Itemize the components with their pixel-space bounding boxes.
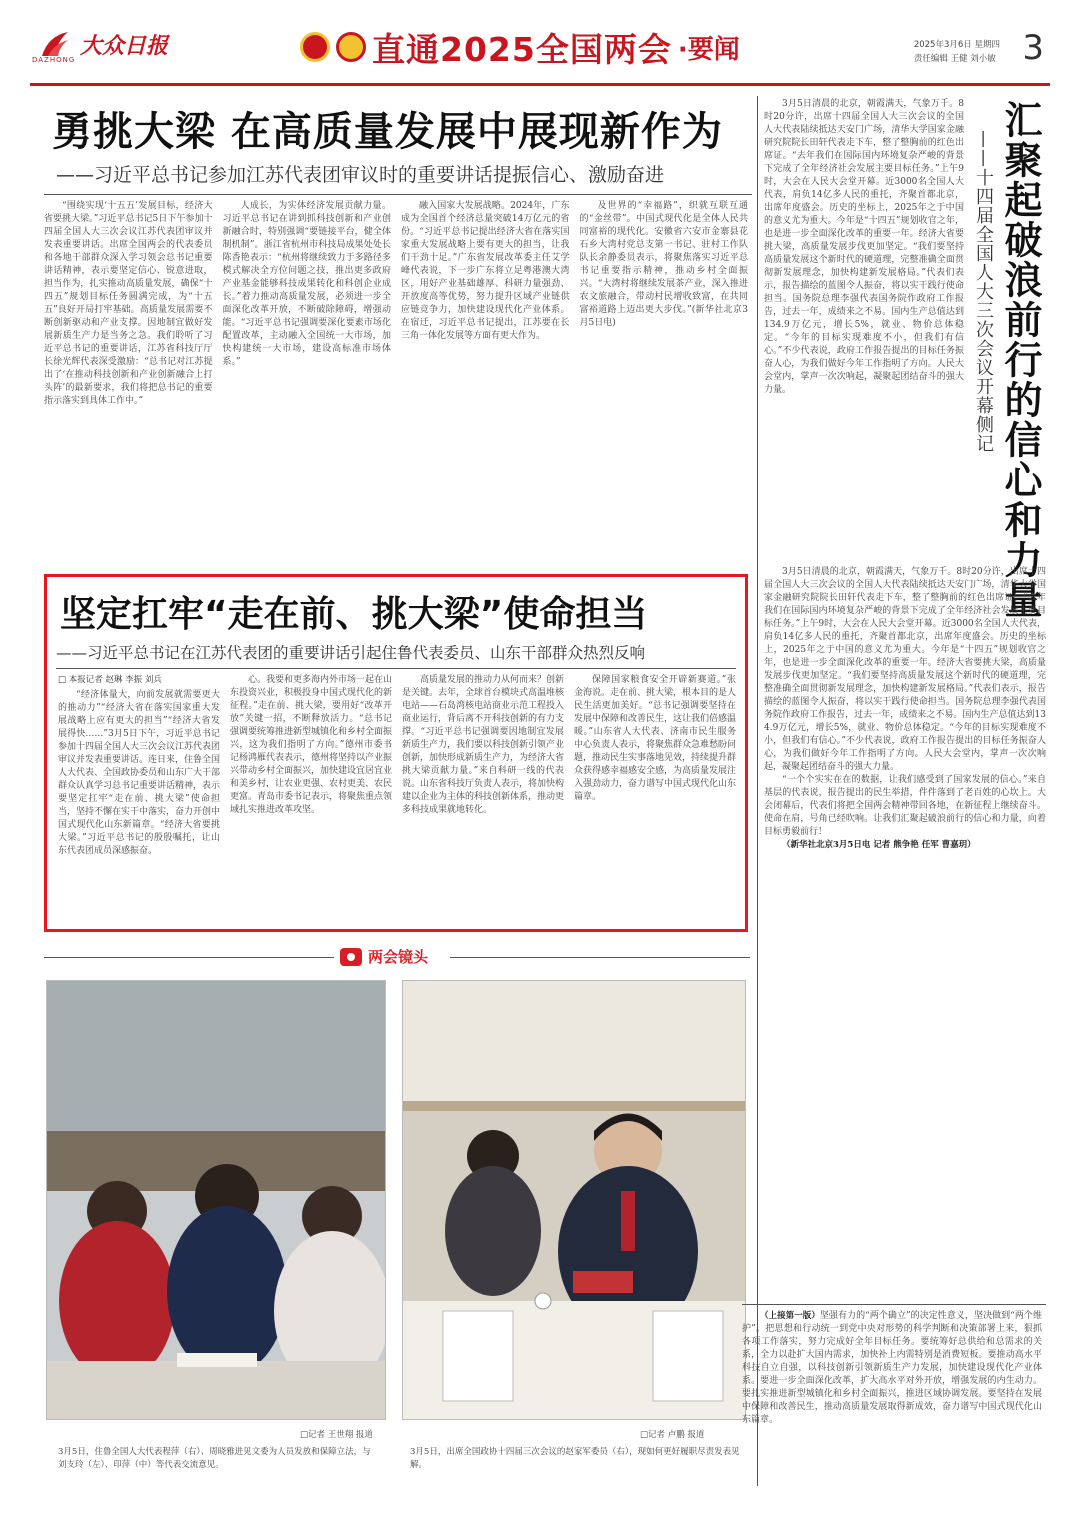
side-headline: 汇聚起破浪前行的信心和力量 [998,100,1042,620]
continued-text: 坚强有力的“两个确立”的决定性意义，坚决做到“两个维护”。把思想和行动统一到党中央对形势的科学判断和决策部署上来，狠抓各项工作落实，努力完成好全年目标任务。要统筹好总供给和总需求的关系，全力以赴扩大国内需求，加快补上内需特别是消费短板。要推动高水平科技自立自强，以科技创新引领新质生产力发展，加快建设现代化产业体系。要进一步全面深化改革，扩大高水平对外开放，增强发展的内生动力。要扎实推进新型城镇化和乡村全面振兴，推进区域协调发展。要坚持在发展中保障和改善民生，推动高质量发展取得新成效，奋力谱写中国式现代化山东篇章。 [742,1311,1042,1425]
news-photo [46,980,386,1420]
photo-caption: 3月5日，住鲁全国人大代表程萍（右）、周晓雅进见文委为人员发放和保障立法，与刘支玲（左）、印萍（中）等代表交流意见。 [58,1447,371,1470]
page-info [914,38,1000,66]
continued-column [742,1310,1042,1490]
lead-column [223,200,392,562]
editor-name: 王健 [950,54,968,64]
lead-column [580,200,749,562]
feature-headline: 坚定扛牢“走在前、挑大梁”使命担当 [60,594,648,635]
divider [56,668,736,669]
feature-column [58,674,220,924]
divider [44,957,334,958]
special-banner [300,18,740,76]
side-column [764,566,1046,1306]
photo-delegates-discussion [47,981,386,1420]
lead-column [401,200,570,562]
cppcc-emblem-icon [336,32,366,62]
photo-committee-member-speaking [403,981,746,1420]
page-number: 3 [1022,28,1044,68]
lead-paragraph: “围绕实现‘十五五’发展目标，经济大省要挑大梁。”习近平总书记5日下午参加十四届全国人大三次会议江苏代表团审议并发表重要讲话。出席全国两会的代表委员和各地干部群众深入学习领会总书记重要讲话精神，表示要坚定信心、锐意进取，担当作为，扎实推动高质量发展，确保“十四五”规划目标任务圆满完成，为“十五五”良好开局打牢基础。高质量发展需要不断创新驱动和产业支撑。因地制宜做好发展新质生产力是当务之急。我们聆听了习近平总书记的重要讲话，江苏省科技厅厅长徐光辉代表深受激励：“总书记对江苏提出了‘在推动科技创新和产业创新融合上打头阵’的最新要求，我们将把总书记的重要指示落实到具体工作中。” [44,201,213,406]
side-paragraph: 3月5日清晨的北京，朝霞满天，气象万千。8时20分许，出席十四届全国人大三次会议的全国人大代表陆续抵达天安门广场，清华大学国家金融研究院院长田轩代表走下车，整了整胸前的红色出席证。“去年我们在国际国内环境复杂严峻的背景下完成了全年经济社会发展主要目标任务。”上午9时，大会在人民大会堂开幕。近3000名全国人大代表，肩负14亿多人民的重托，齐聚首都北京，出席年度盛会。历史的坐标上，2025年之于中国的意义尤为重大。今年是“十四五”规划收官之年，也是进一步全面深化改革的重要一年。经济大省要挑大梁，高质量发展步伐更加坚定。“我们要坚持高质量发展这个新时代的硬道理，完整准确全面贯彻新发展理念，加快构建新发展格局。”代表们表示，报告描绘的蓝图令人振奋，将以实干践行使命担当。国务院总理李强代表国务院作政府工作报告，过去一年，成绩来之不易。国内生产总值达到134.9万亿元，增长5%，就业、物价总体稳定。“今年的目标实现难度不小，但我们有信心。”不少代表说，政府工作报告提出的目标任务振奋人心，为我们做好今年工作指明了方向。人民大会堂内，掌声一次次响起，凝聚起团结奋斗的强大力量。 [764,567,1046,772]
paper-name: 大众日报 [80,32,169,59]
news-photo [402,980,746,1420]
side-body-bottom [764,566,1046,1306]
section-tag-label: 两会镜头 [368,948,429,966]
feature-byline: □ 本报记者 赵琳 李振 刘兵 [58,675,162,685]
column-divider [757,96,758,1486]
banner-section: ·要闻 [677,34,740,65]
photo-credit: □记者 卢鹏 报道 [640,1430,705,1440]
side-credit: （新华社北京3月5日电 记者 熊争艳 任军 曹嘉玥） [782,840,976,850]
lead-body [44,200,748,562]
feature-column [402,674,564,924]
feature-paragraph: 高质量发展的推动力从何而来？创新是关键。去年，全球首台模块式高温堆核电站——石岛湾核电站商业示范工程投入商业运行，背后离不开科技创新的有力支撑。“习近平总书记强调要因地制宜发展新质生产力，我们要以科技创新引领产业创新，加快形成新质生产力，为经济大省挑大梁贡献力量。”来自科研一线的代表说。山东省科技厅负责人表示，将加快构建以企业为主体的科技创新体系，推动更多科技成果就地转化。 [402,675,564,815]
photo-caption: 3月5日，出席全国政协十四届三次会议的赵家军委员（右），现如何更好履职尽责发表见解。 [410,1447,740,1470]
feature-paragraph: “经济体量大，向前发展就需要更大的推动力”“经济大省在落实国家重大发展战略上应有更大的担当”“经济大省发展得快……”3月5日下午，习近平总书记参加十四届全国人大三次会议江苏代表团审议并发表重要讲话。连日来，住鲁全国人大代表、全国政协委员和山东广大干部群众认真学习总书记重要讲话精神，表示要坚定扛牢“走在前、挑大梁”使命担当，坚持不懈在实干中落实，奋力开创中国式现代化山东新篇章。“经济大省要挑大梁。”习近平总书记的殷殷嘱托，让山东代表团成员深感振奋。 [58,690,220,856]
camera-icon [340,948,362,966]
lead-headline: 勇挑大梁 在高质量发展中展现新作为 [52,109,723,155]
feature-paragraph: 保障国家粮食安全开辟新赛道。”张金海说。走在前、挑大梁，根本目的是人民生活更加美好。“总书记强调要坚持在发展中保障和改善民生，这让我们倍感温暖。”山东省人大代表、济南市民生服务中心负责人表示，将聚焦群众急难愁盼问题，推动民生实事落地见效，持续提升群众获得感幸福感安全感，为高质量发展注入强劲动力，奋力谱写中国式现代化山东篇章。 [574,675,736,802]
continued-article [742,1310,1042,1490]
editor-label: 责任编辑 [913,54,948,64]
side-subhead: ——十四届全国人大三次会议开幕侧记 [973,130,994,453]
lead-paragraph: 及世界的“幸福路”，织就互联互通的“金丝带”。中国式现代化是全体人民共同富裕的现代化。安徽省六安市金寨县花石乡大湾村党总支第一书记、驻村工作队队长余静委员表示，将聚焦落实习近平总书记重要指示精神，推动乡村全面振兴。“大湾村将继续发展茶产业，深入推进农文旅融合，带动村民增收致富，在共同富裕道路上迈出更大步伐。”(新华社北京3月5日电) [579,201,748,328]
typesetter-name: 刘小敏 [970,54,996,64]
side-body-top [764,98,964,558]
feature-column [574,674,736,924]
feature-subhead: ——习近平总书记在江苏代表团的重要讲话引起住鲁代表委员、山东干部群众热烈反响 [56,644,646,662]
feature-body [58,674,736,924]
feature-column [230,674,392,924]
side-paragraph: 3月5日清晨的北京，朝霞满天，气象万千。8时20分许，出席十四届全国人大三次会议的全国人大代表陆续抵达天安门广场，清华大学国家金融研究院院长田轩代表走下车，整了整胸前的红色出席证。“去年我们在国际国内环境复杂严峻的背景下完成了全年经济社会发展主要目标任务。”上午9时，大会在人民大会堂开幕。近3000名全国人大代表，肩负14亿多人民的重托，齐聚首都北京，出席年度盛会。历史的坐标上，2025年之于中国的意义尤为重大。今年是“十四五”规划收官之年，也是进一步全面深化改革的重要一年。经济大省要挑大梁，高质量发展步伐更加坚定。“我们要坚持高质量发展这个新时代的硬道理，完整准确全面贯彻新发展理念，加快构建新发展格局。”代表们表示，报告描绘的蓝图令人振奋，将以实干践行使命担当。国务院总理李强代表国务院作政府工作报告，过去一年，成绩来之不易。国内生产总值达到134.9万亿元，增长5%，就业、物价总体稳定。“今年的目标实现难度不小，但我们有信心。”不少代表说，政府工作报告提出的目标任务振奋人心，为我们做好今年工作指明了方向。人民大会堂内，掌声一次次响起，凝聚起团结奋斗的强大力量。 [764,99,964,395]
side-paragraph: “一个个实实在在的数据，让我们感受到了国家发展的信心。”来自基层的代表说，报告提出的民生举措，件件落到了老百姓的心坎上。大会闭幕后，代表们将把全国两会精神带回各地，在新征程上继续奋斗。使命在肩，号角已经吹响。让我们汇聚起破浪前行的信心和力量，向着目标勇毅前行！ [764,775,1046,837]
lead-paragraph: 融入国家大发展战略。2024年，广东成为全国首个经济总量突破14万亿元的省份。“习近平总书记提出经济大省在落实国家重大发展战略上要有更大的担当，让我们干劲十足。”广东省发展改革委主任艾学峰代表说，下一步广东将立足粤港澳大湾区，用好产业基础雄厚、科研力量强劲、开放度高等优势，努力提升区域产业链供应链竞争力，加快建设现代化产业体系。在宿迁，习近平总书记提出，江苏要在长三角一体化发展等方面有更大作为。 [401,201,570,341]
paper-name-latin: DAZHONG [32,56,76,64]
lead-paragraph: 人成长，为实体经济发展贡献力量。习近平总书记在讲到抓科技创新和产业创新融合时，特别强调“要链接平台，健全体制机制”。浙江省杭州市科技局成果处处长陈香艳表示：“杭州将继续致力于多路径多模式解决全方位问题之技，推出更多政府产业基金能够科技成果转化和科创企业成长。”着力推动高质量发展，必须进一步全面深化改革开放，不断破除障碍，增强动能。“习近平总书记强调要深化要素市场化配置改革，主动融入全国统一大市场，加快构建统一大市场，建设高标准市场体系。” [222,201,391,367]
photo-credit: □记者 王世翔 报道 [300,1430,373,1440]
lead-subhead: ——习近平总书记参加江苏代表团审议时的重要讲话提振信心、激励奋进 [56,164,665,186]
divider [450,957,750,958]
divider [44,194,752,195]
section-tag [340,946,428,967]
side-column [764,98,964,558]
banner-title: 直通2025全国两会 [372,29,672,69]
divider [742,1304,1046,1305]
continued-lead-in: （上接第一版） [760,1311,820,1321]
feature-paragraph: 心。我要和更多海内外市场一起在山东投资兴业，积极投身中国式现代化的新征程。”走在前、挑大梁，要用好“改革开放”关键一招，不断释放活力。“总书记强调要统筹推进新型城镇化和乡村全面振兴，这为我们指明了方向。”德州市委书记杨鸿雁代表表示，德州将坚持以产业振兴带动乡村全面振兴，加快建设宜居宜业和美乡村，让农业更强、农村更美、农民更富。青岛市委书记表示，将聚焦重点领域扎实推进改革攻坚。 [230,675,392,815]
national-emblem-icon [300,32,330,62]
lead-column [44,200,213,562]
masthead [30,14,1050,86]
issue-date: 2025年3月6日 [913,40,972,50]
issue-weekday: 星期四 [974,40,1000,50]
